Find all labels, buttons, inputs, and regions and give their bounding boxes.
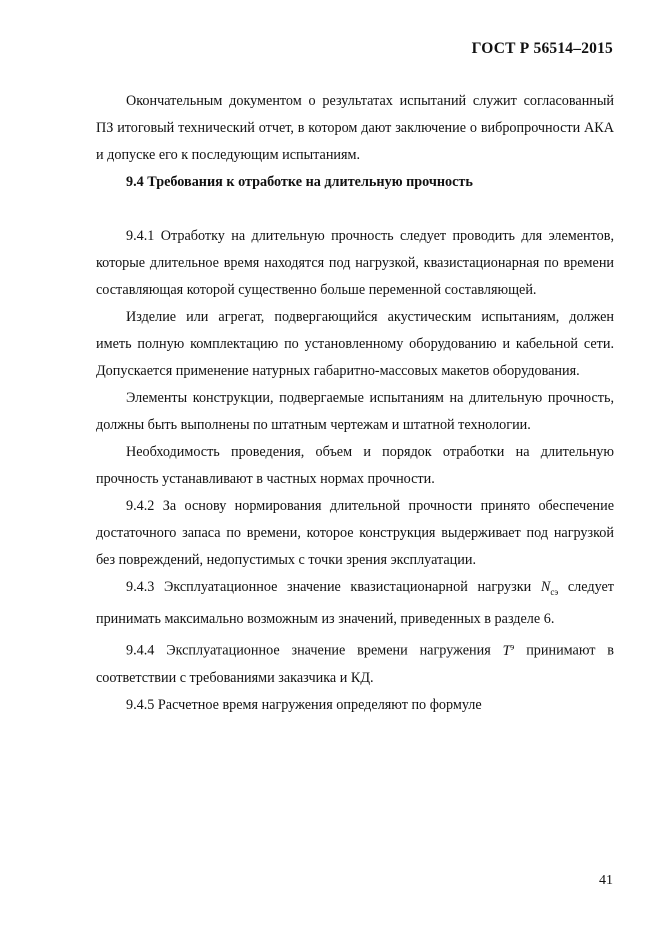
paragraph-9-4-5: 9.4.5 Расчетное время нагружения определяют по формуле — [126, 696, 482, 713]
paragraph-9-4-4-text-b: принимают в соответствии с требованиями заказчика и КД. — [96, 642, 614, 686]
load-variable-subscript: сэ — [550, 586, 559, 597]
paragraph-9-4-1: 9.4.1 Отработку на длительную прочность следует проводить для элементов, которые длительное время находятся под нагрузкой, квазистационарная по времени составляющая которой существенно больше переменной составляющей. — [96, 228, 614, 298]
paragraph-9-4-3 — [96, 574, 614, 633]
load-variable-symbol: N — [540, 579, 551, 595]
paragraph-conclusion: Окончательным документом о результатах испытаний служит согласованный ПЗ итоговый технический отчет, в котором дают заключение о вибропрочности АКА и допуске его к последующим испытаниям. — [96, 93, 614, 163]
time-variable-superscript: э — [510, 640, 515, 651]
time-variable — [502, 640, 515, 659]
standard-code-header: ГОСТ Р 56514–2015 — [471, 40, 613, 57]
paragraph-9-4-3-text-b: следует принимать максимально возможным из значений, приведенных в разделе 6. — [96, 579, 614, 627]
paragraph-assembly: Изделие или агрегат, подвергающийся акустическим испытаниям, должен иметь полную комплектацию по установленному оборудованию и кабельной сети. Допускается применение натурных габаритно-массовых макетов оборудования. — [96, 309, 614, 379]
load-variable — [541, 579, 558, 595]
section-title: 9.4 Требования к отработке на длительную прочность — [126, 174, 473, 190]
paragraph-9-4-4-text-a: 9.4.4 Эксплуатационное значение времени нагружения — [126, 642, 503, 659]
paragraph-necessity: Необходимость проведения, объем и порядок отработки на длительную прочность устанавливают в частных нормах прочности. — [96, 444, 614, 487]
paragraph-9-4-3-text-a: 9.4.3 Эксплуатационное значение квазистационарной нагрузки — [126, 579, 541, 595]
document-body — [96, 88, 614, 719]
page-number: 41 — [599, 873, 613, 888]
time-variable-symbol: T — [502, 642, 511, 659]
paragraph-9-4-4 — [96, 633, 614, 692]
paragraph-elements: Элементы конструкции, подвергаемые испытаниям на длительную прочность, должны быть выполнены по штатным чертежам и штатной технологии. — [96, 390, 614, 433]
paragraph-9-4-2: 9.4.2 За основу нормирования длительной прочности принято обеспечение достаточного запаса по времени, которое конструкция выдерживает под нагрузкой без повреждений, недопустимых с точки зрения эксплуатации. — [96, 498, 614, 568]
